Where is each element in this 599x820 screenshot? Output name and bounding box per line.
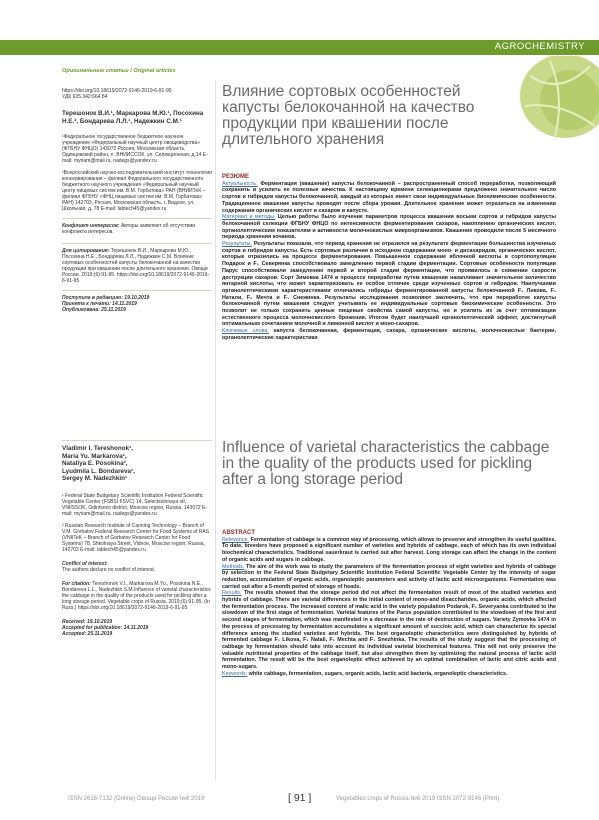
author-en-3: Nataliya E. Posokina², [62, 460, 128, 468]
relevance-ru-text: Ферментация (квашение) капусты белокочанной – распространенный способ переработки, позволяющий сохранить и усилить ее полезные качества. К настоящему времени селекционерами предложено значительное число сортов и гибридов капусты белокочанной, каждый из которых имеет свои индивидуальные биохимические особенности. Традиционное квашение капусты проводят после сбора урожая. Длительное хранение может отразиться на изменении содержания органических кислот и сахаров в капусте. [222, 180, 556, 214]
date-received-ru: Поступила в редакцию: 19.10.2019 [62, 295, 150, 301]
authors-ru: Терешонок В.И.¹, Маркарова М.Ю.¹, Посохина Н.Е.², Бондарева Л.Л.¹, Надежкин С.М.¹ [62, 110, 204, 125]
author-en-5: Sergey M. Nadezhkin¹ [62, 475, 128, 483]
keywords-en-label: Keywords: [222, 670, 248, 677]
conflict-en-label: Conflict of interest: [62, 560, 108, 567]
cite-en-text: Tereshonok V.I., Markarova M.Yu., Posokina N.E., Bondareva L.L., Nadezhkin S.M.Influence of varietal characteristics the cabbage in the quality of the products used for pickling after a long storage period. Vegetable crops of Russia. 2019;(6):91-95. (In Russ.) https://doi.org/10.18619/2072-9146-2019-6-91-95 [62, 580, 211, 611]
doi-link[interactable]: https://doi.org/10.18619/2072-9146-2019-6-91-95 [62, 88, 172, 94]
summary-heading: РЕЗЮМЕ [222, 174, 249, 180]
date-received-en: Received: 19.10.2019 [62, 618, 113, 625]
affiliation-1-en: ¹ Federal State Budgetary Scientific Institution Federal Scientific Vegetable Center (FSBSI FSVC) 14, Selectsionnaya str., VNIISSOK, Odintsovo district, Moscow region, Russia, 143072 E-mail: myriam@mail.ru, nadegs@yandex.ru [62, 492, 208, 517]
results-en-label: Results. [222, 590, 242, 597]
page-number: [ 91 ] [288, 792, 312, 804]
author-en-2: Maria Yu. Markarova¹, [62, 452, 127, 460]
footer-issn-print: Vegetables crops of Russia №6 2019 ISSN 2072-9146 (Print) [336, 796, 500, 802]
cite-ru-label: Для цитирования: [62, 248, 110, 254]
summary-ru [222, 174, 556, 342]
relevance-en-label: Relevance. [222, 536, 249, 543]
results-ru-label: Результаты. [222, 241, 252, 248]
page-footer [0, 793, 599, 807]
footer-issn-online: ISSN 2618-7132 (Online) Овощи России №6 2019 [68, 796, 205, 802]
conflict-ru-text: Авторы заявляют об отсутствии конфликта интересов. [62, 223, 196, 235]
relevance-en-text: Fermentation of cabbage is a common way of processing, which allows to preserve and strengthen its useful qualities. To date, breeders have proposed a significant number of varieties and hybrids of cabbage, each of which has its own individual biochemical characteristics. Traditional sauerkraut is carried out after harvest. Long storage can affect the change in the content of organic acids and sugars in cabbage. [222, 536, 557, 563]
udk: УДК 635.342:664.84 [62, 94, 108, 100]
cite-en-label: For citation: [62, 580, 91, 587]
title-en: Influence of varietal characteristics the cabbage in the quality of the products used for pickling after a long storage period [222, 439, 550, 488]
title-ru: Влияние сортовых особенностей капусты белокочанной на качество продукции при квашении после длительного хранения [222, 83, 475, 148]
left-column-en [62, 440, 212, 637]
date-published-ru: Опубликована: 25.11.2019 [62, 307, 126, 313]
journal-section-label: AGROCHEMISTRY [494, 41, 585, 52]
date-accepted-ru: Принята к печати: 14.11.2019 [62, 301, 137, 307]
article-type: Оригинальные статьи / Original articles [62, 68, 176, 74]
author-en-4: Lyudmila L. Bondareva¹, [62, 467, 135, 475]
affiliation-1-ru: ¹Федеральное государственное бюджетное научное учреждение «Федеральный научный центр овощеводства» (ФГБНУ ФНЦО) 143072 Россия, Московская область, Одинцовский район, п. ВНИИССОК, ул. Селекционная, д.14 E-mail: myriam@mail.ru, nadegs@yandex.ru [62, 134, 208, 164]
conflict-ru-label: Конфликт интересов: [62, 223, 120, 229]
methods-ru-label: Материал и методы. [222, 214, 276, 221]
author-en-1: Vladimir I. Tereshonok¹, [62, 445, 133, 452]
abstract-en [222, 530, 556, 677]
left-column [62, 68, 212, 313]
keywords-ru-label: Ключевые слова: [222, 328, 269, 335]
results-ru-text: Результаты показали, что период хранения не отразился на результате ферментации большинства изученных сортов и гибридов капусты. Есть сортовые различия в исходном содержании моно- и дисахаридов, органических кислот, которые отразились на процессе ферментирования. Повышенное содержание яблочной кислоты в сортопопуляции Подарок и F₁ Северянка способствовало замедлению первой стадии ферментации. Сортовые особенности популяции Парус способствовали замедлению первой и второй стадии ферментации, что проявилось в снижении скорости деструкции сахаров. Сорт Зимовка 1474 в процессе переработки путем квашения накапливает значительное количество янтарной кислоты, что может характеризовать ее особое отличие среди изученных сортов и гибридов. Наилучшими органолептическими характеристиками отличались гибриды ферментированной капусты белокочанной F₁ Ликова, F₁ Натали, F₁ Мечта и F₁ Снежинка. Результаты исследования позволяют заключить, что при переработке капусты белокочанной путем квашения следует учитывать ее индивидуальные сортовые биохимические особенности. Это позволит не только сохранить ценные пищевые свойства самой капусты, но и усилить их за счет оптимизации естественного процесса молочнокислого брожения. Итогом будет наилучший органолептический эффект, достигнутый оптимальным сочетанием молочной и лимонной кислот и моно-сахаров. [222, 241, 556, 328]
keywords-en-text: white cabbage, fermentation, sugars, organic acids, lactic acid bacteria, organoleptic characteristics. [248, 670, 508, 677]
abstract-heading: ABSTRACT [222, 530, 255, 536]
conflict-en-text: The authors declare no conflict of interest. [62, 566, 156, 573]
affiliation-2-ru: ²Всероссийский научно-исследовательский институт технологии консервирования – филиал Федерального государственного бюджетного научного учреждения «Федеральный научный центр пищевых систем им. В.М. Горбатова» РАН (ВНИИТеК – филиал ФГБНУ «ФНЦ пищевых систем им. В.М. Горбатова» РАН) 142703, Россия, Московская область, г. Видное, ул. Школьная, д. 78 E-mail: labtech45@yandex.ru [62, 170, 212, 212]
date-published-en: Accepted: 25.11.2019 [62, 630, 113, 637]
methods-ru-text: Целью работы было изучение параметров процесса квашения восьми сортов и гибридов капусты белокочанной селекции ФГБНУ ФНЦО по интенсивности ферментирования сахаров, накоплению органических кислот, органолептическим показателям и активности молочнокислых микроорганизмов. Квашение проводили после 5 месячного периода хранения кочанов. [222, 214, 557, 241]
date-accepted-en: Accepted for publication: 14.11.2019 [62, 624, 149, 631]
section-header-bar [0, 40, 599, 55]
cabbage-leaf-image [510, 56, 599, 141]
cite-ru-text: Терешонок В.И., Маркарова М.Ю., Посохина Н.Е., Бондарева Л.Л., Надежкин С.М. Влияние сортовых особенностей капусты белокочанной на качество продукции при квашении после длительного хранения. Овощи России. 2019;(6):91-95. https://doi.org/10.18619/2072-9146-2019-6-91-95 [62, 248, 210, 284]
methods-en-label: Methods. [222, 563, 245, 570]
affiliation-2-en: ² Russian Research Institute of Canning Technology – Branch of V.M. Gorbatov Federal Research Center for Food Systems of RAS (VNIITeK – Branch of Gorbatov Research Center for Food Systems) 78, Shkolnaya Street, Vidnoe, Moscow region, Russia, 142703 E-mail: labtech45@yandex.ru [62, 522, 210, 553]
methods-en-text: The aim of the work was to study the parameters of the fermentation process of eight varieties and hybrids of cabbage by selection in the Federal State Budgetary Scientific Institution Federal Scientific Vegetable Center by the intensity of sugar reduction, accumulation of organic acids, organoleptic parameters and activity of lactic acid microorganisms. Fermentation was carried out after a 5-month period of storage of heads. [222, 563, 556, 590]
relevance-ru-label: Актуальность. [222, 180, 258, 187]
results-en-text: The results showed that the storage period did not affect the fermentation result of most of the studied varieties and hybrids of cabbage. There are varietal differences in the initial content of mono-and disaccharides, organic acids, which affected the fermentation process. The increased content of malic acid in the variety population Podarok, F₁ Severyanka contributed to the slowdown of the first stage of fermentation. Varietal features of the Parus population contributed to the slowdown of the first and second stages of fermentation, which was manifested in a decrease in the rate of destruction of sugars. Variety Zymovka 1474 in the process of processing by fermentation accumulates a significant amount of succinic acid, which can characterize its special difference among the studied varieties and hybrids. The best organoleptic characteristics were distinguished by hybrids of fermented cabbage F₁ Likova, F₁ Natali, F₁ Mechta and F₁ Snezhinka. The results of the study suggest that the processing of cabbage by fermentation should take into account its individual varietal biochemical features. This will not only preserve the valuable nutritional properties of the cabbage itself, but also strengthen them by optimizing the natural process of lactic acid fermentation. The result will be the best organoleptic effect achieved by an optimal combination of lactic and citric acids and mono-sugars. [222, 590, 556, 671]
column-divider [215, 80, 216, 780]
keywords-ru-text: капуста белокочанная, ферментация, сахара, органические кислоты, молочнокислые бактерии, органолептические характеристики [222, 328, 556, 341]
